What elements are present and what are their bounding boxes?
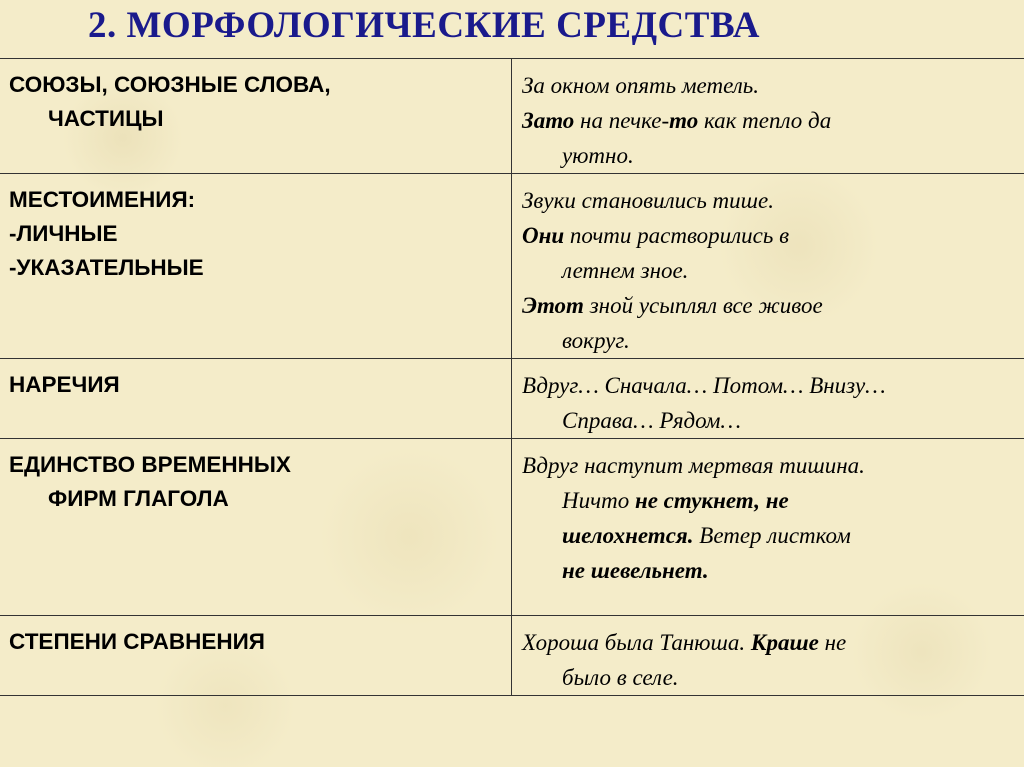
example-text [522, 218, 1018, 253]
category-cell [0, 439, 512, 616]
table-row [0, 174, 1024, 359]
example-fragment: зной усыплял все живое [583, 293, 823, 318]
example-text [522, 518, 1018, 553]
example-text: Справа… Рядом… [562, 408, 741, 433]
highlighted-word: не шевельнет. [562, 558, 709, 583]
category-cell [0, 616, 512, 696]
example-fragment: как тепло да [698, 108, 832, 133]
example-fragment: на печке- [574, 108, 670, 133]
highlighted-word: Зато [522, 108, 575, 133]
page-title: 2. МОРФОЛОГИЧЕСКИЕ СРЕДСТВА [88, 5, 761, 46]
highlighted-word: шелохнется. [562, 523, 694, 548]
highlighted-word: не стукнет, не [634, 488, 789, 513]
example-cell [512, 439, 1024, 616]
example-text: вокруг. [562, 328, 630, 353]
example-fragment: Хороша была Танюша. [522, 630, 751, 655]
table-row [0, 59, 1024, 174]
example-fragment: Ничто [562, 488, 635, 513]
example-text: За окном опять метель. [522, 73, 759, 98]
category-label: НАРЕЧИЯ [9, 372, 120, 397]
example-text: Вдруг… Сначала… Потом… Внизу… [522, 373, 886, 398]
category-label: МЕСТОИМЕНИЯ: [9, 187, 196, 212]
example-cell [512, 174, 1024, 359]
highlighted-word: Они [522, 223, 565, 248]
example-text [522, 483, 1018, 518]
morphology-table [0, 58, 1024, 696]
example-text: летнем зное. [562, 258, 689, 283]
example-text [522, 103, 1018, 138]
category-label: -УКАЗАТЕЛЬНЫЕ [9, 255, 204, 280]
category-label: СОЮЗЫ, СОЮЗНЫЕ СЛОВА, [9, 72, 331, 97]
example-cell [512, 616, 1024, 696]
highlighted-word: Этот [522, 293, 584, 318]
example-fragment: почти растворились в [564, 223, 790, 248]
table-row [0, 359, 1024, 439]
example-cell [512, 359, 1024, 439]
category-cell [0, 59, 512, 174]
example-text: Вдруг наступит мертвая тишина. [522, 453, 865, 478]
highlighted-word: то [669, 108, 699, 133]
category-label: ЕДИНСТВО ВРЕМЕННЫХ [9, 452, 291, 477]
category-label: ЧАСТИЦЫ [48, 106, 164, 131]
example-cell [512, 59, 1024, 174]
category-label: СТЕПЕНИ СРАВНЕНИЯ [9, 629, 265, 654]
category-cell [0, 359, 512, 439]
category-label: ФИРМ ГЛАГОЛА [48, 486, 229, 511]
table-row [0, 439, 1024, 616]
example-text [522, 288, 1018, 323]
example-text [522, 625, 1018, 660]
highlighted-word: Краше [750, 630, 819, 655]
example-text: уютно. [562, 143, 634, 168]
example-fragment: Ветер листком [693, 523, 851, 548]
example-text [522, 553, 1018, 588]
category-cell [0, 174, 512, 359]
category-label: -ЛИЧНЫЕ [9, 221, 118, 246]
example-text: Звуки становились тише. [522, 188, 774, 213]
example-fragment: не [818, 630, 847, 655]
table-row [0, 616, 1024, 696]
example-text: было в селе. [562, 665, 679, 690]
